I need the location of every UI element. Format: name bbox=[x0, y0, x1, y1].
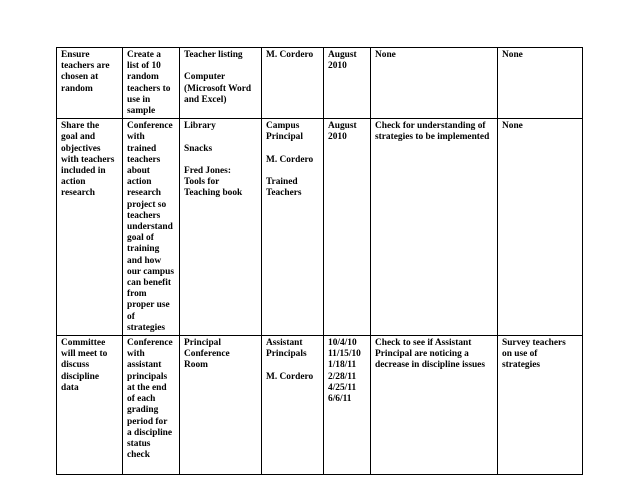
cell-text-line: Campus bbox=[266, 121, 300, 132]
resources-cell bbox=[180, 48, 262, 119]
cell-text-line: teachers bbox=[127, 154, 161, 165]
blank-line bbox=[266, 144, 320, 155]
followup-cell bbox=[498, 336, 583, 475]
cell-text-line: Room bbox=[184, 360, 208, 371]
cell-text-line: list of 10 bbox=[127, 61, 161, 72]
cell-text-line: strategies bbox=[502, 360, 541, 371]
cell-text-line: teachers are bbox=[61, 61, 110, 72]
cell-text-line: data bbox=[61, 382, 79, 393]
cell-text-line: grading bbox=[127, 405, 159, 416]
cell-text-line: our campus bbox=[127, 266, 174, 277]
cell-text-line: None bbox=[502, 50, 523, 60]
objective-cell bbox=[57, 119, 123, 336]
cell-text-line: assistant bbox=[127, 360, 162, 371]
cell-text-line: Teaching book bbox=[184, 188, 243, 199]
cell-text-line: decrease in discipline issues bbox=[375, 360, 485, 371]
cell-text-line: strategies to be implemented bbox=[375, 132, 490, 143]
cell-text-line: 2010 bbox=[328, 132, 347, 143]
resources-cell bbox=[180, 336, 262, 475]
cell-text-line: Library bbox=[184, 121, 216, 132]
blank-line bbox=[266, 166, 320, 177]
cell-text-line: of bbox=[127, 311, 135, 322]
evaluation-cell bbox=[371, 336, 498, 475]
cell-text-line: Snacks bbox=[184, 143, 213, 154]
cell-text-line: status bbox=[127, 438, 151, 449]
cell-text-line: Assistant bbox=[266, 338, 303, 349]
cell-text-line: will meet to bbox=[61, 349, 108, 360]
followup-cell bbox=[498, 119, 583, 336]
cell-text-line: understand bbox=[127, 222, 173, 233]
cell-text-line: August bbox=[328, 50, 357, 60]
cell-text-line: a discipline bbox=[127, 427, 173, 438]
cell-text-line: on use of bbox=[502, 349, 538, 360]
cell-text-line: 11/15/10 bbox=[328, 349, 361, 360]
cell-text-line: random bbox=[127, 72, 159, 83]
table-row bbox=[57, 336, 583, 475]
blank-line bbox=[184, 155, 258, 166]
objective-cell bbox=[57, 48, 123, 119]
cell-text-line: Fred Jones: bbox=[184, 166, 231, 176]
cell-text-line: research bbox=[61, 188, 96, 199]
objective-cell bbox=[57, 336, 123, 475]
table-row bbox=[57, 48, 583, 119]
cell-text-line: Conference bbox=[127, 121, 173, 132]
cell-text-line: M. Cordero bbox=[266, 371, 314, 382]
cell-text-line: with teachers bbox=[61, 154, 115, 165]
cell-text-line: can benefit bbox=[127, 278, 172, 289]
cell-text-line: Computer bbox=[184, 72, 226, 83]
cell-text-line: project so bbox=[127, 199, 167, 210]
timeline-cell bbox=[324, 119, 371, 336]
cell-text-line: random bbox=[61, 83, 93, 94]
cell-text-line: Create a bbox=[127, 50, 161, 60]
cell-text-line: discuss bbox=[61, 360, 90, 371]
cell-text-line: discipline bbox=[61, 371, 100, 382]
action-plan-table bbox=[56, 47, 583, 475]
responsible-cell bbox=[262, 48, 324, 119]
cell-text-line: 4/25/11 bbox=[328, 382, 357, 393]
cell-text-line: use in bbox=[127, 94, 151, 105]
cell-text-line: with bbox=[127, 132, 145, 143]
cell-text-line: Conference bbox=[184, 349, 230, 360]
cell-text-line: teachers to bbox=[127, 83, 171, 94]
cell-text-line: Survey teachers bbox=[502, 338, 566, 349]
cell-text-line: 1/18/11 bbox=[328, 360, 357, 371]
timeline-cell bbox=[324, 336, 371, 475]
cell-text-line: Tools for bbox=[184, 177, 220, 188]
cell-text-line: research bbox=[127, 188, 162, 199]
blank-line bbox=[266, 360, 320, 371]
cell-text-line: sample bbox=[127, 106, 156, 117]
cell-text-line: Ensure bbox=[61, 50, 90, 60]
blank-line bbox=[184, 61, 258, 72]
cell-text-line: 6/6/11 bbox=[328, 394, 352, 405]
cell-text-line: Share the bbox=[61, 121, 100, 132]
cell-text-line: M. Cordero bbox=[266, 154, 314, 165]
cell-text-line: about bbox=[127, 166, 150, 177]
cell-text-line: included in bbox=[61, 166, 106, 177]
cell-text-line: at the end bbox=[127, 382, 167, 393]
cell-text-line: Check for understanding of bbox=[375, 121, 486, 132]
cell-text-line: objectives bbox=[61, 143, 101, 154]
cell-text-line: Principals bbox=[266, 349, 307, 360]
responsible-cell bbox=[262, 119, 324, 336]
cell-text-line: chosen at bbox=[61, 72, 99, 83]
cell-text-line: with bbox=[127, 349, 145, 360]
evaluation-cell bbox=[371, 48, 498, 119]
cell-text-line: training bbox=[127, 244, 160, 255]
table-row bbox=[57, 119, 583, 336]
activity-cell bbox=[123, 336, 180, 475]
cell-text-line: Principal bbox=[184, 338, 221, 349]
cell-text-line: period for bbox=[127, 416, 168, 427]
cell-text-line: action bbox=[61, 177, 86, 188]
responsible-cell bbox=[262, 336, 324, 475]
blank-line bbox=[184, 132, 258, 143]
cell-text-line: goal of bbox=[127, 233, 154, 244]
cell-text-line: Teacher listing bbox=[184, 50, 243, 60]
followup-cell bbox=[498, 48, 583, 119]
activity-cell bbox=[123, 119, 180, 336]
cell-text-line: principals bbox=[127, 371, 168, 382]
cell-text-line: August bbox=[328, 121, 357, 132]
cell-text-line: None bbox=[375, 50, 396, 60]
cell-text-line: from bbox=[127, 289, 147, 300]
cell-text-line: 2/28/11 bbox=[328, 371, 357, 382]
cell-text-line: and how bbox=[127, 255, 162, 266]
cell-text-line: check bbox=[127, 450, 150, 461]
evaluation-cell bbox=[371, 119, 498, 336]
cell-text-line: and Excel) bbox=[184, 94, 227, 105]
cell-text-line: Principal bbox=[266, 132, 303, 143]
cell-text-line: 2010 bbox=[328, 61, 347, 72]
cell-text-line: teachers bbox=[127, 210, 161, 221]
cell-text-line: Principal are noticing a bbox=[375, 349, 469, 360]
resources-cell bbox=[180, 119, 262, 336]
cell-text-line: M. Cordero bbox=[266, 50, 314, 60]
cell-text-line: 10/4/10 bbox=[328, 338, 357, 349]
timeline-cell bbox=[324, 48, 371, 119]
cell-text-line: Trained bbox=[266, 177, 298, 188]
cell-text-line: (Microsoft Word bbox=[184, 83, 252, 94]
cell-text-line: Committee bbox=[61, 338, 106, 349]
cell-text-line: Check to see if Assistant bbox=[375, 338, 472, 349]
cell-text-line: goal and bbox=[61, 132, 96, 143]
cell-text-line: proper use bbox=[127, 300, 170, 311]
cell-text-line: action bbox=[127, 177, 152, 188]
cell-text-line: trained bbox=[127, 143, 157, 154]
cell-text-line: None bbox=[502, 121, 523, 132]
activity-cell bbox=[123, 48, 180, 119]
cell-text-line: Conference bbox=[127, 338, 173, 349]
cell-text-line: Teachers bbox=[266, 188, 302, 199]
cell-text-line: strategies bbox=[127, 322, 166, 333]
cell-text-line: of each bbox=[127, 394, 156, 405]
